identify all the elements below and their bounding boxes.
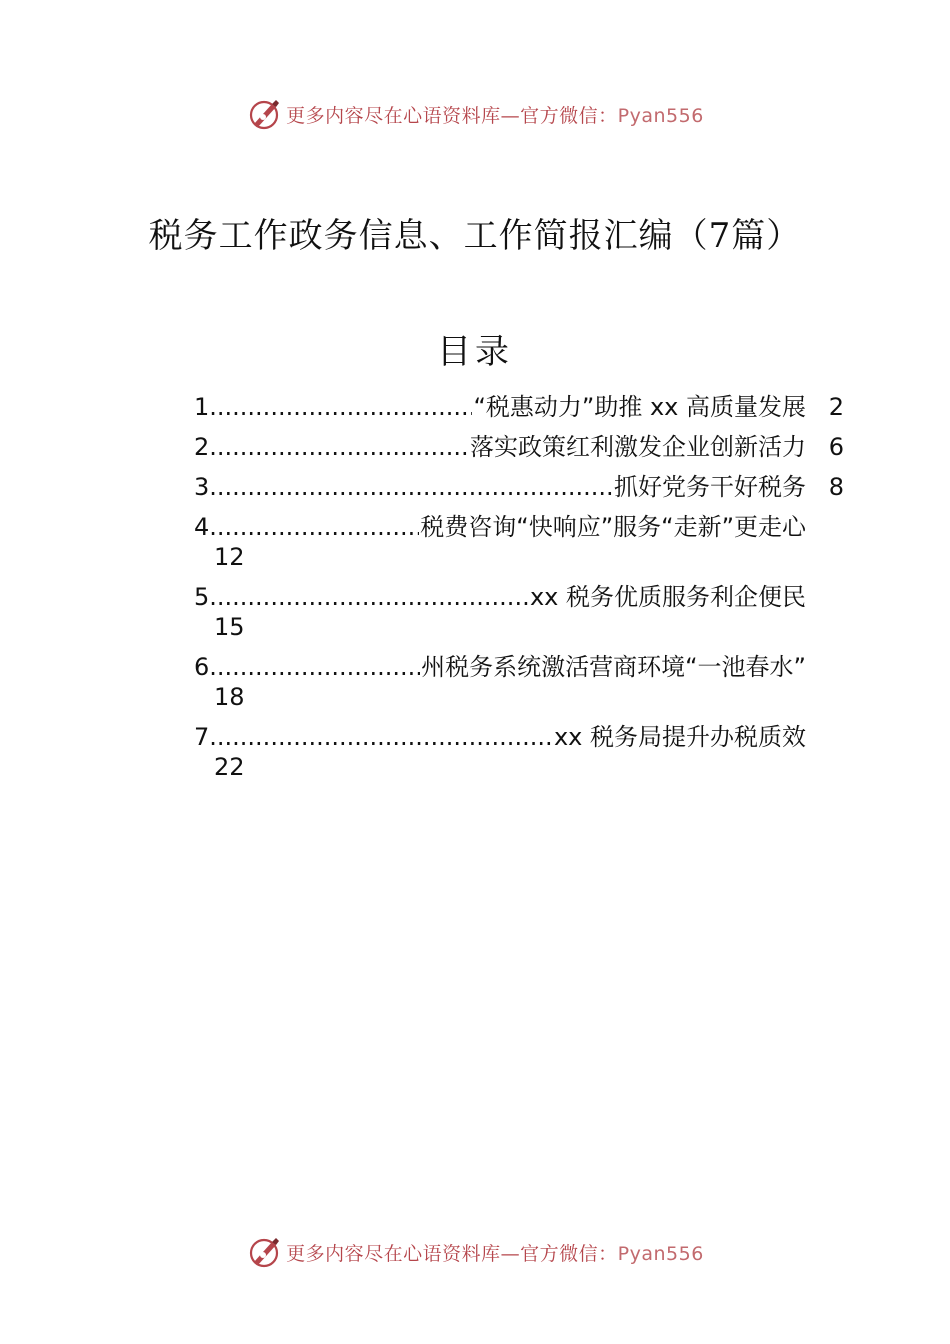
banner-slogan: 更多内容尽在心语资料库—官方微信：	[286, 104, 618, 127]
table-of-contents	[194, 392, 844, 792]
toc-page-number: 15	[214, 613, 245, 641]
toc-leader-dots	[209, 392, 472, 422]
toc-item[interactable]	[194, 432, 844, 462]
toc-label: 税费咨询“快响应”服务“走新”更走心	[420, 513, 806, 541]
banner-wechat-id: Pyan556	[617, 1242, 704, 1265]
toc-leader-dots	[209, 432, 469, 462]
toc-label: xx 税务优质服务利企便民	[529, 583, 806, 611]
toc-number: 1	[194, 393, 210, 421]
toc-number: 3	[194, 473, 210, 501]
banner-wechat-id: Pyan556	[617, 104, 704, 127]
pen-logo-icon	[246, 1234, 282, 1270]
banner-slogan: 更多内容尽在心语资料库—官方微信：	[286, 1242, 618, 1265]
toc-number: 5	[194, 583, 210, 611]
toc-page-number: 2	[828, 393, 844, 421]
toc-number: 7	[194, 723, 210, 751]
toc-page-number: 18	[214, 683, 245, 711]
toc-page-number: 22	[214, 753, 245, 781]
toc-leader-dots	[209, 722, 553, 752]
toc-item[interactable]	[194, 722, 844, 782]
document-title: 税务工作政务信息、工作简报汇编（7篇）	[148, 216, 802, 256]
toc-label: 落实政策红利激发企业创新活力	[470, 433, 806, 461]
toc-leader-dots	[209, 512, 419, 542]
banner-text	[286, 1239, 704, 1266]
toc-label: 州税务系统激活营商环境“一池春水”	[421, 653, 806, 681]
toc-label: “税惠动力”助推 xx 高质量发展	[473, 393, 806, 421]
toc-page-number: 8	[828, 473, 844, 501]
toc-label: 抓好党务干好税务	[614, 473, 806, 501]
toc-item[interactable]	[194, 472, 844, 502]
toc-item[interactable]	[194, 512, 844, 572]
footer-banner	[0, 1232, 950, 1272]
toc-page-number: 12	[214, 543, 245, 571]
header-banner	[0, 94, 950, 134]
toc-leader-dots	[209, 582, 529, 612]
toc-heading: 目录	[437, 332, 513, 372]
toc-item[interactable]	[194, 582, 844, 642]
toc-number: 2	[194, 433, 210, 461]
toc-label: xx 税务局提升办税质效	[553, 723, 806, 751]
banner-text	[286, 101, 704, 128]
toc-leader-dots	[209, 652, 420, 682]
toc-item[interactable]	[194, 392, 844, 422]
toc-leader-dots	[209, 472, 613, 502]
toc-page-number: 6	[828, 433, 844, 461]
pen-logo-icon	[246, 96, 282, 132]
toc-number: 6	[194, 653, 210, 681]
toc-item[interactable]	[194, 652, 844, 712]
toc-number: 4	[194, 513, 210, 541]
